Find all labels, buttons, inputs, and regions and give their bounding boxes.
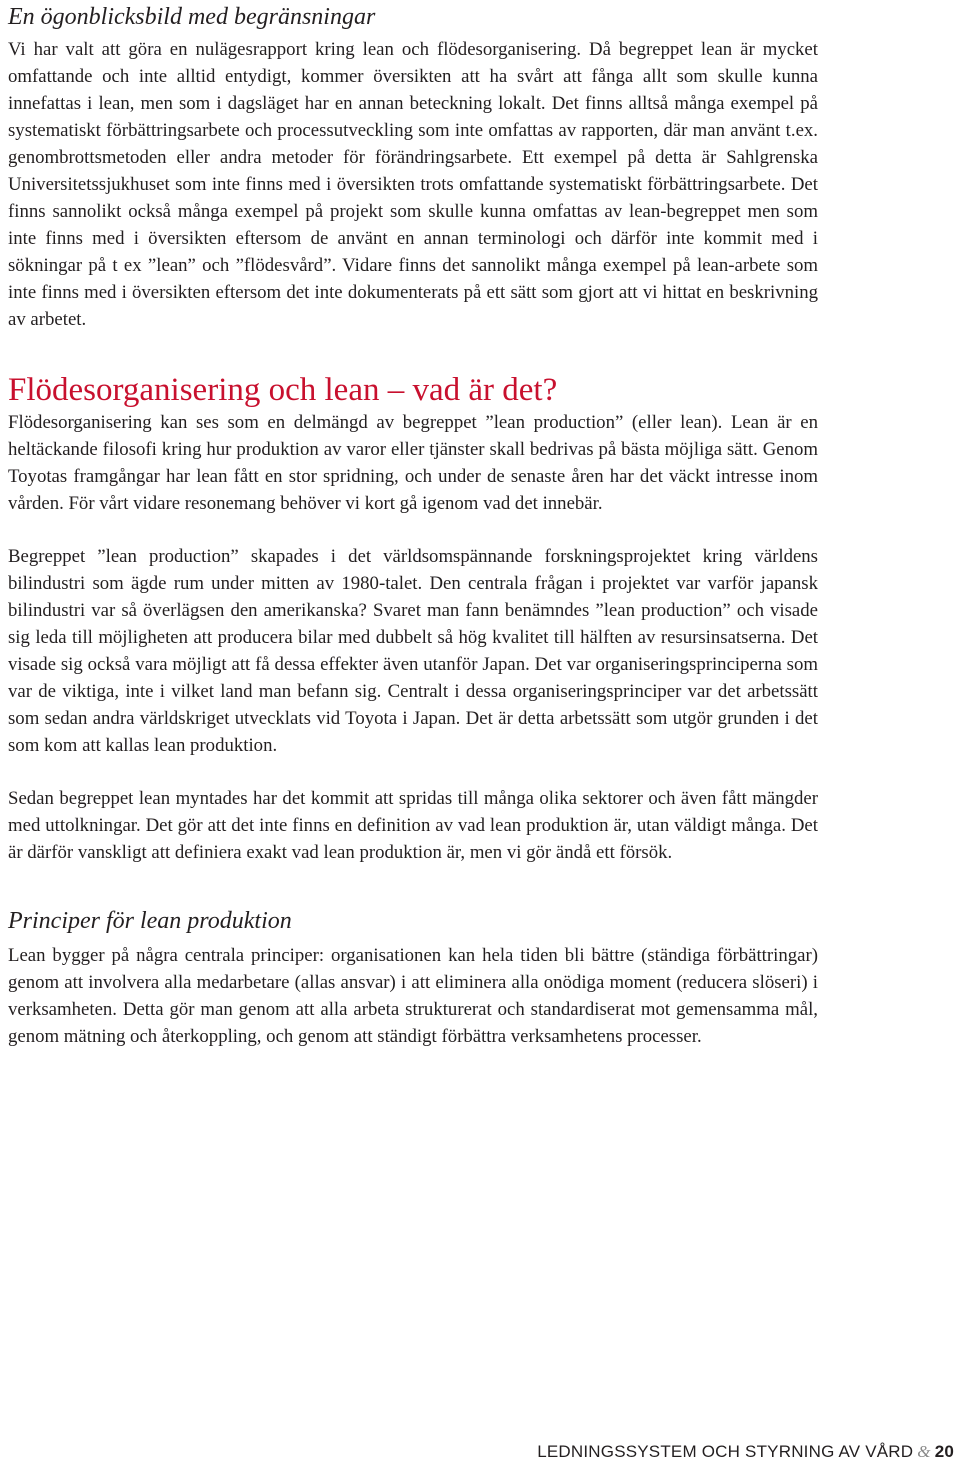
section-heading-snapshot: En ögonblicksbild med begränsningar <box>8 4 376 30</box>
page-footer <box>537 1442 954 1462</box>
paragraph-snapshot: Vi har valt att göra en nulägesrapport kring lean och flödesorganisering. Då begreppet lean är mycket omfattande och inte alltid entydigt, kommer översikten att ha svårt att fånga allt som skulle kunna innefattas i lean, men som i dagsläget har en annan beteckning lokalt. Det finns alltså många exempel på systematiskt förbättringsarbete och processutveckling som inte omfattas av rapporten, där man använt t.ex. genombrottsmetoden eller andra metoder för förändringsarbete. Ett exempel på detta är Sahlgrenska Universitetssjukhuset som inte finns med i översikten trots omfattande systematiskt förbättringsarbete. Det finns sannolikt också många exempel på projekt som skulle kunna omfattas av lean-begreppet men som inte finns med i översikten eftersom de använt en annan terminologi och därför inte kommit med i sökningar på t ex ”lean” och ”flödesvård”. Vidare finns det sannolikt många exempel på lean-arbete som inte finns med i översikten eftersom det inte dokumenterats på ett sätt som gjort att vi hittat en beskrivning av arbetet. <box>8 39 818 330</box>
section-heading-flow-and-lean: Flödesorganisering och lean – vad är det? <box>8 372 558 408</box>
paragraph-lean-principles: Lean bygger på några centrala principer: organisationen kan hela tiden bli bättre (ständiga förbättringar) genom att involvera alla medarbetare (allas ansvar) i att eliminera alla onödiga moment (reducera slöseri) i verksamheten. Detta gör man genom att alla arbeta strukturerat och standardiserat mot gemensamma mål, genom mätning och återkoppling, och genom att ständigt förbättra verksamhetens processer. <box>8 945 818 1047</box>
page-number: 20 <box>934 1442 954 1461</box>
page-content <box>8 0 818 1050</box>
footer-ampersand: & <box>917 1442 931 1461</box>
paragraph-flow-definition: Flödesorganisering kan ses som en delmängd av begreppet ”lean production” (eller lean). Lean är en heltäckande filosofi kring hur produktion av varor eller tjänster skall bedrivas på bästa möjliga sätt. Genom Toyotas framgångar har lean fått en stor spridning, och under de senaste åren har det väckt intresse inom vården. För vårt vidare resonemang behöver vi kort gå igenom vad det innebär. <box>8 412 818 514</box>
paragraph-lean-spread: Sedan begreppet lean myntades har det kommit att spridas till många olika sektorer och även fått mängder med uttolkningar. Det gör att det inte finns en definition av vad lean produktion är, utan väldigt många. Det är därför vanskligt att definiera exakt vad lean produktion är, men vi gör ändå ett försök. <box>8 788 818 863</box>
section-heading-lean-principles: Principer för lean produktion <box>8 908 292 934</box>
footer-title: LEDNINGSSYSTEM OCH STYRNING AV VÅRD <box>537 1442 914 1461</box>
paragraph-lean-production-origin: Begreppet ”lean production” skapades i det världsomspännande forskningsprojektet kring världens bilindustri som ägde rum under mitten av 1980-talet. Den centrala frågan i projektet var varför japansk bilindustri var så överlägsen den amerikanska? Svaret man fann benämndes ”lean production” och visade sig leda till möjligheten att producera bilar med dubbelt så hög kvalitet till hälften av resursinsatserna. Det visade sig också vara möjligt att få dessa effekter även utanför Japan. Det var organiseringsprinciperna som var de viktiga, inte i vilket land man befann sig. Centralt i dessa organiseringsprinciper var det arbetssätt som sedan andra världskriget utvecklats vid Toyota i Japan. Det är detta arbetssätt som utgör grunden i det som kom att kallas lean produktion. <box>8 546 818 756</box>
